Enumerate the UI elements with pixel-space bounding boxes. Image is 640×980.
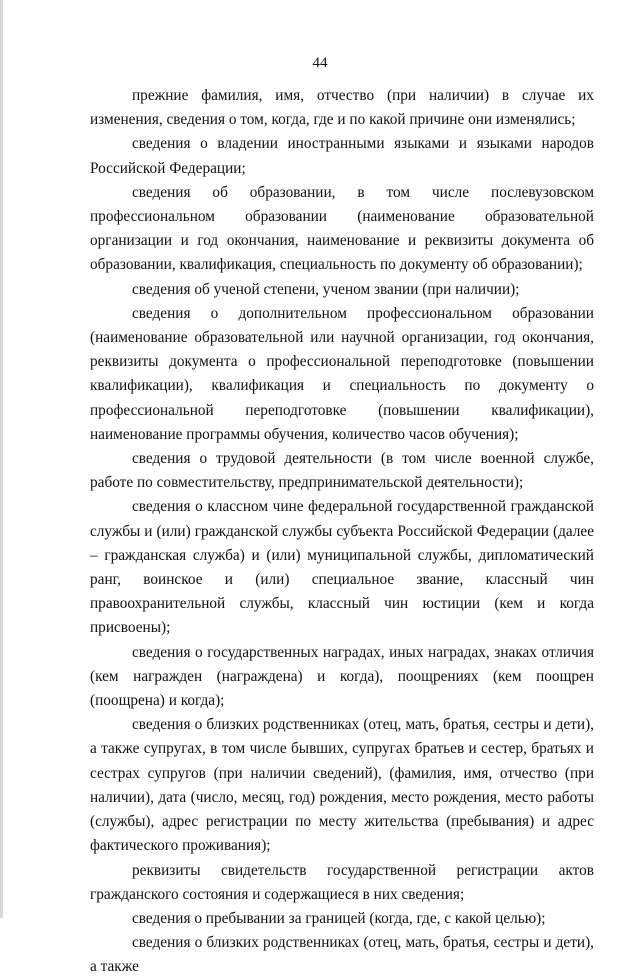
paragraph-relatives: сведения о близких родственниках (отец, мать, братья, сестры и дети), а также супругах, в том числе бывших, супругах братьев и сестер, братьях и сестрах супругов (при наличии сведений), (фамилия, имя, отчество (при наличии), дата (число, месяц, год) рождения, место рождения, место работы (службы), адрес регистрации по месту жительства (пребывания) и адрес фактического проживания);	[90, 716, 594, 855]
paragraph-awards: сведения о государственных наградах, иных наградах, знаках отличия (кем награжден (награждена) и когда), поощрениях (кем поощрен (поощрена) и когда);	[90, 643, 594, 710]
scan-edge	[0, 0, 3, 918]
document-body	[90, 84, 594, 980]
paragraph-relatives-continued: сведения о близких родственниках (отец, мать, братья, сестры и дети), а также	[90, 934, 594, 976]
paragraph-stay-abroad: сведения о пребывании за границей (когда, где, с какой целью);	[132, 909, 546, 927]
paragraph-class-rank: сведения о классном чине федеральной государственной гражданской службы и (или) гражданской службы субъекта Российской Федерации (далее – гражданская служба) и (или) муниципальной службы, дипломатический ранг, воинское и (или) специальное звание, классный чин правоохранительной службы, классный чин юстиции (кем и когда присвоены);	[90, 498, 594, 637]
paragraph-previous-names: прежние фамилия, имя, отчество (при наличии) в случае их изменения, сведения о том, когда, где и по какой причине они изменялись;	[90, 87, 594, 129]
paragraph-civil-registration: реквизиты свидетельств государственной регистрации актов гражданского состояния и содержащиеся в них сведения;	[90, 861, 594, 903]
paragraph-languages: сведения о владении иностранными языками и языками народов Российской Федерации;	[90, 135, 594, 177]
paragraph-education: сведения об образовании, в том числе послевузовском профессиональном образовании (наименование образовательной организации и год окончания, наименование и реквизиты документа об образовании, квалификация, специальность по документу об образовании);	[90, 183, 594, 274]
paragraph-work-activity: сведения о трудовой деятельности (в том числе военной службе, работе по совместительству, предпринимательской деятельности);	[90, 450, 594, 492]
paragraph-academic-degree: сведения об ученой степени, ученом звании (при наличии);	[132, 280, 520, 298]
paragraph-additional-education: сведения о дополнительном профессиональном образовании (наименование образовательной или научной организации, год окончания, реквизиты документа о профессиональной переподготовке (повышении квалификации), квалификация и специальность по документу о профессиональной переподготовке (повышении квалификации), наименование программы обучения, количество часов обучения);	[90, 304, 594, 443]
page-number: 44	[312, 55, 328, 71]
